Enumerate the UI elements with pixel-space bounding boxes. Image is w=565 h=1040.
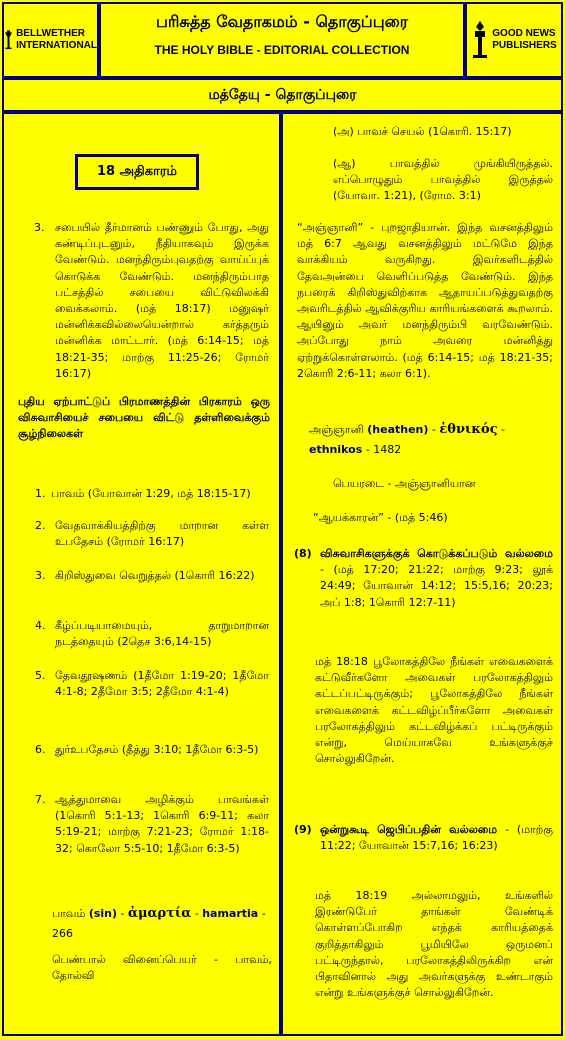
- definition: பெயரடை - அஞ்ஞானியான: [333, 477, 476, 490]
- point-aa: (ஆ) பாவத்தில் முங்கியிருத்தல். எப்பொழுதும் பாவத்தில் இருத்தல் (யோவா. 1:21), (ரோம. 3:1): [333, 157, 553, 203]
- list-item: [35, 486, 269, 502]
- title-english: THE HOLY BIBLE - EDITORIAL COLLECTION: [154, 43, 410, 57]
- title-tamil: பரிசுத்த வேதாகமம் - தொகுப்புரை: [155, 12, 409, 31]
- definition: பெண்பால் வினைப்பெயர் - பாவம், தோல்வி: [52, 953, 272, 983]
- list-number: 5.: [35, 669, 46, 682]
- section-heading: ஒன்றுகூடி ஜெபிப்பதின் வல்லமை: [320, 823, 498, 836]
- bellwether-logo: [4, 4, 97, 76]
- chapter-title: 18 அதிகாரம்: [78, 157, 196, 187]
- section-heading: விசுவாசிகளுக்குக் கொடுக்கப்படும் வல்லமை: [320, 547, 553, 560]
- section-9: [294, 822, 553, 854]
- lamp-icon: [471, 21, 489, 59]
- english-word: (sin): [88, 907, 118, 920]
- list-item: [35, 618, 269, 650]
- left-column: [4, 114, 279, 1034]
- point-a: (அ) பாவச் செயல் (1கொரி. 15:17): [333, 125, 512, 138]
- transliteration: ethnikos: [309, 443, 363, 456]
- list-text: வேதவாக்கியத்திற்கு மாறான கள்ள உபதேசம் (ரோமர் 16:17): [55, 519, 269, 549]
- right-column: [283, 114, 561, 1034]
- greek-word: ἁμαρτία: [128, 906, 192, 921]
- logo-line-2: PUBLISHERS: [492, 40, 557, 51]
- list-item: [35, 792, 269, 857]
- list-number: 3.: [35, 569, 46, 582]
- quote-18-18: மத் 18:18 பூலோகத்திலே நீங்கள் எவைகளைக் கட்டுவீர்களோ அவைகள் பரலோகத்திலும் கட்டப்பட்டிருக்கும்; பூலோகத்திலே நீங்கள் எவைகளைக் கட்டவிழ்ப்பீர்களோ அவைகள் பரலோகத்திலும் கட்டவிழ்க்கப் பட்டிருக்கும் என்று, மெய்யாகவே உங்களுக்குச் சொல்லுகிறேன்.: [315, 655, 553, 766]
- transliteration: hamartia: [202, 907, 259, 920]
- strong-number: - 266: [52, 907, 266, 940]
- list-item: [35, 518, 269, 550]
- chapter-box: [75, 154, 199, 190]
- list-item: [35, 742, 269, 758]
- good-news-logo: [467, 4, 561, 76]
- section-number: (8): [294, 547, 312, 560]
- list-number: 4.: [35, 619, 46, 632]
- section-number: (9): [294, 823, 312, 836]
- tamil-word: அஞ்ஞானி: [309, 423, 364, 436]
- list-text: ஆத்துமாவை அழிக்கும் பாவங்கள் (1கொரி 5:1-13; 1கொரி 6:9-11; கலா 5:19-21; மாற்கு 7:21-23; ரோமர் 1:18-32; கொலோ 5:5-10; 1தீமோ 6:3-5): [55, 793, 269, 855]
- list-text: தேவதூஷணம் (1தீமோ 1:19-20; 1தீமோ 4:1-8; 2தீமோ 3:5; 2தீமோ 4:1-4): [55, 669, 269, 699]
- subtitle-bar: மத்தேயு - தொகுப்புரை: [4, 80, 561, 110]
- list-number: 1.: [35, 487, 46, 500]
- list-number: 7.: [35, 793, 46, 806]
- logo-line-1: BELLWETHER: [16, 28, 85, 39]
- section-refs: - (மாற்கு 11:22; யோவான் 15:7,16; 16:23): [320, 823, 553, 853]
- greek-word: ἐθνικός: [439, 422, 498, 437]
- english-word: (heathen): [367, 423, 429, 436]
- list-text: கீழ்ப்படியாமையும், தாறுமாறான நடத்தையும் (2தெச 3:6,14-15): [55, 619, 269, 649]
- torch-icon: [4, 21, 13, 59]
- list-text: கிறிஸ்துவை வெறுத்தல் (1கொரி 16:22): [55, 569, 255, 582]
- list-number: 2.: [35, 519, 46, 532]
- list-text: பாவம் (யோவான் 1:29, மத் 18:15-17): [51, 487, 251, 500]
- strong-number: - 1482: [365, 443, 402, 456]
- quote-18-19: மத் 18:19 அல்லாமலும், உங்களில் இரண்டுபேர் தாங்கள் வேண்டிக் கொள்ளப்போகிற எந்தக் காரியத்தைக் குறித்தாகிலும் பூமியிலே ஒருமனப் பட்டிருந்தால், பரலோகத்திலிருக்கிற என் பிதாவினால் அது அவர்களுக்கு உண்டாகும் என்று உங்களுக்குச் சொல்லுகிறேன்.: [315, 889, 553, 1000]
- section-heading: புதிய ஏற்பாட்டுப் பிரமாணத்தின் பிரகாரம் ஒரு விசுவாசியைச் சபையை விட்டு தள்ளிவைக்கும் சூழ்நிலைகள்: [18, 395, 270, 441]
- tamil-word: பாவம்: [52, 907, 86, 920]
- section-refs: - (மத் 17:20; 21:22; மாற்கு 9:23; லூக் 24:49; யோவான் 14:12; 15:5,16; 20:23; அப் 1:8; 1கொரி 12:7-11): [320, 563, 553, 609]
- list-item: [35, 568, 269, 584]
- paragraph-text: சபையில் தீர்மானம் பண்ணும் போது, அது கண்டிப்புடனும், நீதியாகவும் இருக்க வேண்டும். மனந்திரும்புவதற்கு வாய்ப்புக் கொடுக்க வேண்டும். மனந்திரும்பாத பட்சத்தில் சபையை விட்டுவிலக்கி வைக்கலாம். (மத் 18:17) மனுஷர் மன்னிக்கவில்லையென்றால் கர்த்தரும் மன்னிக்க மாட்டார். (மத் 6:14-15; மத் 18:21-35; மாற்கு 11:25-26; ரோமர் 16:17): [55, 221, 269, 380]
- heathen-paragraph: “அஞ்ஞானி” - புறஜாதியான். இந்த வசனத்திலும் மத் 6:7 ஆவது வசனத்திலும் மட்டுமே இந்த வாக்கியம் வருகிறது. இவர்களிடத்தில் தேவஅன்பை வெளிப்படுத்த வேண்டும். இந்த நபரைக் கிறிஸ்துவிற்காக ஆதாயப்படுத்துவதற்கு அவரிடத்தில் ஆவிக்குரிய காரியங்களைக் கூறலாம். ஆயினும் அவர் மனந்திரும்பி வரவேண்டும். அப்போது நாம் அவரை மன்னித்து ஏற்றுக்கொள்ளலாம். (மத் 6:14-15; மத் 18:21-35; 2கொரி 2:6-11; கலா 6:1).: [297, 221, 553, 380]
- greek-word-sin: பாவம் (sin) - ἁμαρτία - hamartia - 266: [52, 906, 266, 940]
- section-8: [294, 546, 553, 611]
- greek-word-heathen: அஞ்ஞானி (heathen) - ἐθνικός - ethnikos - 1482: [309, 422, 506, 456]
- page-frame: [2, 2, 563, 1036]
- list-number: 6.: [35, 743, 46, 756]
- list-item: [35, 668, 269, 700]
- header-title-box: [101, 4, 463, 76]
- paragraph-3: [35, 220, 269, 382]
- list-text: துர்உபதேசம் (தீத்து 3:10; 1தீமோ 6:3-5): [55, 743, 259, 756]
- ayakkaran: “ஆயக்காரன்” - (மத் 5:46): [313, 511, 448, 524]
- logo-line-1: GOOD NEWS: [492, 28, 556, 39]
- paragraph-number: 3.: [34, 221, 45, 234]
- logo-line-2: INTERNATIONAL: [16, 40, 97, 51]
